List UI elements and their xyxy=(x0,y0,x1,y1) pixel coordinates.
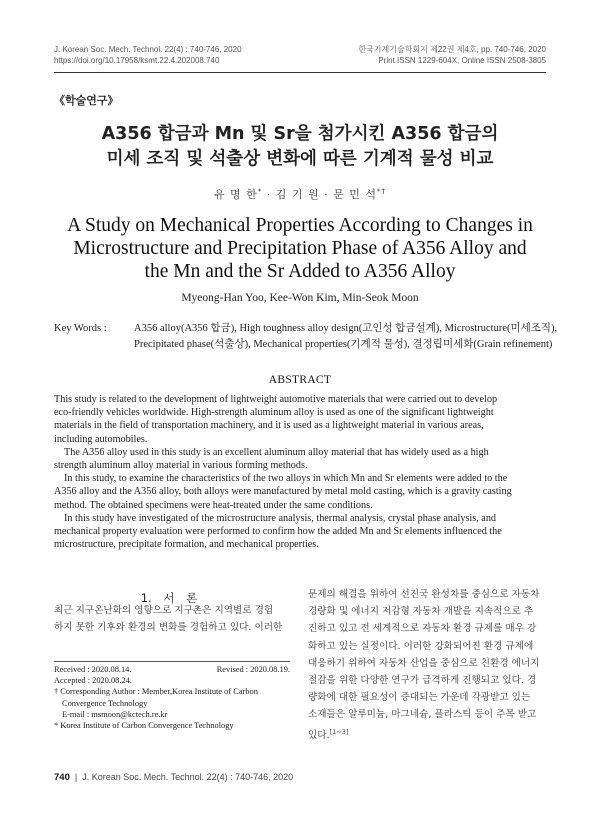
keywords-label: Key Words : xyxy=(54,323,107,334)
footnote-divider xyxy=(54,661,290,662)
title-korean-line: 미세 조직 및 석출상 변화에 따른 기계적 물성 비교 xyxy=(106,149,494,169)
body-line: 화하고 있는 실정이다. 이러한 강화되어진 환경 규제에 xyxy=(308,640,534,652)
abstract-line: mechanical property evaluation were performed to confirm how the added Mn and Sr elements influenced the xyxy=(54,526,502,538)
body-line: 최근 지구온난화의 영향으로 지구촌은 지역별로 경험 xyxy=(54,605,274,616)
body-column-right xyxy=(308,586,554,744)
body-line: 문제의 해결을 위하여 선진국 완성차를 중심으로 자동차 xyxy=(308,589,540,600)
author-name: 문 민 석 xyxy=(333,188,378,201)
abstract-line: including automobiles. xyxy=(54,433,148,445)
abstract-line: strength aluminum alloy material in various forming methods. xyxy=(54,460,308,472)
abstract-line: The A356 alloy used in this study is an excellent aluminum alloy material that has widely used as a high xyxy=(64,446,489,458)
author-separator: · 김 기 원 · xyxy=(262,188,334,201)
abstract-line: A356 alloy and the A356 alloy, both alloys were manufactured by metal mold casting, which is a gravity casting xyxy=(54,486,512,498)
abstract-title: ABSTRACT xyxy=(268,374,332,386)
keywords-text xyxy=(134,321,557,353)
author-name: 유 명 한 xyxy=(213,188,258,201)
header-citation: J. Korean Soc. Mech. Technol. 22(4) : 740-746, 2020 xyxy=(54,45,242,54)
title-korean xyxy=(40,122,560,172)
corresponding-author-cont: Convergence Technology xyxy=(62,698,148,708)
abstract-line: This study is related to the development of lightweight automotive materials that were carried out to develop xyxy=(54,394,498,405)
body-line: 대응하기 위하여 자동차 산업을 중심으로 친환경 에너지 xyxy=(308,657,540,669)
abstract-line: eco-friendly vehicles worldwide. High-strength aluminum alloy is used as one of the significant lightweight xyxy=(54,407,494,419)
author-mark: * xyxy=(257,187,263,196)
title-english-line: Microstructure and Precipitation Phase of A356 Alloy and xyxy=(73,238,527,259)
page-number: 740 xyxy=(54,772,70,783)
author-mark: *† xyxy=(377,187,387,196)
received-date: Received : 2020.08.14. xyxy=(54,665,132,674)
article-category: 《학술연구》 xyxy=(54,94,119,107)
running-header xyxy=(54,44,546,66)
title-english xyxy=(30,214,570,283)
title-korean-line: A356 합금과 Mn 및 Sr을 첨가시킨 A356 합금의 xyxy=(101,124,499,144)
title-english-line: A Study on Mechanical Properties According to Changes in xyxy=(67,215,533,236)
author-email[interactable]: E-mail : msmoon@kctech.re.kr xyxy=(62,709,168,719)
section-title: 1. 서 론 xyxy=(140,591,198,605)
header-issn: Print ISSN 1229-604X, Online ISSN 2508-3805 xyxy=(378,56,546,65)
citation-ref[interactable]: [1~3] xyxy=(329,727,349,736)
body-line: 경량화 및 에너지 저감형 자동차 개발을 지속적으로 추 xyxy=(308,606,534,618)
abstract-line: materials in the field of transportation machinery, and it is used as a lightweight material in various areas, xyxy=(54,420,484,432)
header-doi[interactable]: https://doi.org/10.17958/ksmt.22.4.202008.740 xyxy=(54,56,220,65)
header-citation-ko: 한국기계기술학회지 제22권 제4호, pp. 740-746, 2020 xyxy=(358,45,546,54)
body-line: 절감을 위한 다양한 연구가 급격하게 진행되고 있다. 경 xyxy=(308,675,537,687)
body-line-text: 있다. xyxy=(308,729,330,741)
page-footer: 740 | J. Korean Soc. Mech. Technol. 22(4) : 740-746, 2020 xyxy=(54,772,294,783)
body-line: 진하고 있고 전 세계적으로 자동차 환경 규제를 매우 강 xyxy=(308,623,537,635)
authors-english: Myeong-Han Yoo, Kee-Won Kim, Min-Seok Moon xyxy=(181,292,419,304)
keywords-line: Precipitated phase(석출상), Mechanical properties(기계적 물성), 결정립미세화(Grain refinement) xyxy=(134,339,553,350)
corresponding-author: † Corresponding Author : Member,Korea Institute of Carbon xyxy=(54,687,258,697)
body-column-left xyxy=(54,602,286,636)
keywords-line: A356 alloy(A356 합금), High toughness alloy design(고인성 합금설계), Microstructure(미세조직), xyxy=(134,323,558,334)
body-line: 하지 못한 기후와 환경의 변화를 경험하고 있다. 이러한 xyxy=(54,622,283,634)
body-line: 소재들은 알루미늄, 마그네슘, 플라스틱 등이 주목 받고 xyxy=(308,709,537,721)
footnotes xyxy=(54,664,290,731)
abstract-line: method. The obtained specimens were heat-treated under the same conditions. xyxy=(54,499,373,511)
header-divider xyxy=(54,72,546,73)
abstract-line: In this study have investigated of the microstructure analysis, thermal analysis, crystal phase analysis, and xyxy=(64,512,497,524)
body-line: 량화에 대한 필요성이 증대되는 가운데 각광받고 있는 xyxy=(308,692,531,704)
revised-date: Revised : 2020.08.19. xyxy=(216,665,290,674)
accepted-date: Accepted : 2020.08.24. xyxy=(54,676,132,686)
abstract-line: microstructure, precipitate formation, and mechanical properties. xyxy=(54,539,319,551)
keywords xyxy=(54,321,558,353)
authors-korean xyxy=(0,186,600,202)
abstract-body xyxy=(54,393,554,551)
affiliation: * Korea Institute of Carbon Convergence Technology xyxy=(54,721,234,731)
abstract-line: In this study, to examine the characteristics of the two alloys in which Mn and Sr elements were added to the xyxy=(64,473,508,485)
title-english-line: the Mn and the Sr Added to A356 Alloy xyxy=(144,261,456,282)
body-line xyxy=(308,724,554,744)
footer-journal: J. Korean Soc. Mech. Technol. 22(4) : 740-746, 2020 xyxy=(82,772,294,782)
